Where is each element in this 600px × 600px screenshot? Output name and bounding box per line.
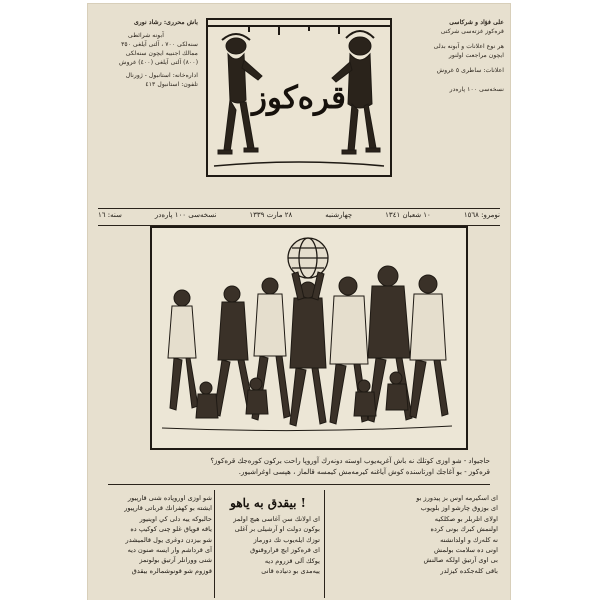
top-rule bbox=[98, 208, 500, 209]
left-header-column bbox=[94, 18, 198, 89]
column-divider bbox=[214, 490, 215, 598]
column-divider bbox=[324, 490, 325, 598]
issue-info-row bbox=[98, 211, 500, 224]
poem-line: اى اسكيرمه اوس بز پيدورز بو bbox=[416, 494, 498, 502]
publisher-line: قره‌كوز غزته‌سى شركتى bbox=[440, 28, 504, 35]
poem-line: شو اوزى اوروپاده شنى قارپيور bbox=[127, 494, 212, 502]
cartoon-caption-line: حاجيواد - شو اوزى كوتلك نه باش آغريه‌يوب اوسته دونه‌رك آوروپا راحت بركون كوره‌جك قره‌كوز؟ bbox=[210, 457, 490, 465]
poem-line: شنى وورانلر آرتيق بولونمز bbox=[139, 556, 212, 565]
poem-line: بوكون دولت او آرشيلى بر آغلى bbox=[234, 525, 320, 534]
poem-title: بيقدق به ياهو ! bbox=[230, 496, 306, 510]
poem-line: اى اولانك سن آغاسى هيچ اولمز bbox=[233, 515, 320, 523]
phone-line: تلفون: استانبول ٤١٣ bbox=[145, 81, 198, 88]
poem-line: اى قره‌كوز ايچ قراروقنوق bbox=[250, 546, 320, 555]
subscription-line: سنه‌لكى ٧٠٠ ، آلتى آيلغى ٣٥٠ bbox=[121, 41, 198, 48]
notice-line: هر نوع اعلانات و آبونه بدلى bbox=[433, 43, 504, 50]
ads-line: اعلانات: ساطرى ٥ غروش bbox=[436, 67, 504, 74]
weekday: چهارشنبه bbox=[325, 211, 353, 219]
middle-poem-column bbox=[216, 514, 320, 576]
poem-line: حالبوكه ييه دلى كي اوينيور bbox=[139, 514, 212, 523]
newspaper-title: قره‌کوز bbox=[252, 80, 346, 116]
poem-line: قوزوم شو قونوشمالره بيقدق bbox=[131, 566, 212, 575]
cartoon-caption-line: قره‌كوز - بو آغاجك اورتاسنده كوش آياغنه كيرمه‌مش كيمسه قالماز ، هپسى اوغراشيور. bbox=[238, 468, 490, 476]
poem-line: نه كله‌رك و اولدانشنه bbox=[440, 535, 498, 544]
subscription-line: (٨٠٠) آلتى آيلغى (٤٠٠) غروش bbox=[119, 59, 198, 66]
publisher-line: على فؤاد و شركاسى bbox=[449, 19, 504, 26]
poem-line: ييه‌مدى بو دنياده قانى bbox=[261, 567, 320, 576]
poem-line: شو بيزدن دوغرى يول قالميشدر bbox=[125, 535, 212, 544]
poem-line: باقى كله‌جكده كيزلدر bbox=[440, 566, 498, 575]
globe-icon bbox=[288, 238, 328, 278]
office-line: اداره‌خانه: استانبول - ژورنال bbox=[125, 72, 198, 79]
poem-line: اونى ده سلامت بولمش bbox=[434, 546, 498, 555]
hijri-date: ١٠ شعبان ١٣٤١ bbox=[385, 211, 431, 219]
right-header-column bbox=[400, 18, 504, 94]
subscription-title: آبونه شرائطى bbox=[128, 32, 164, 39]
poem-line: اولنمش كبرك بونى كرده bbox=[430, 525, 498, 534]
right-poem-column bbox=[328, 493, 498, 576]
poem-line: بى اوى آرتيق اولكه صالنش bbox=[423, 556, 498, 565]
poem-line: اى بوزوق چارشو اوز بلويوب bbox=[420, 504, 498, 513]
subscription-line: ممالك اجنبيه ايچون سنه‌لكى bbox=[125, 50, 198, 57]
price-line: نسخه‌سى ١٠٠ پاره‌در bbox=[449, 86, 504, 93]
masthead-frame bbox=[206, 18, 392, 177]
political-cartoon bbox=[150, 226, 468, 450]
volume-year: سنه: ١٦ bbox=[98, 211, 122, 219]
poem-line: توزك ايله‌يوب تك دورماز bbox=[253, 535, 320, 544]
poem-line: ايشته بو كهفرانك قرباتى قارپيور bbox=[124, 504, 212, 513]
center-poem-box bbox=[216, 490, 320, 600]
cartoon-illustration bbox=[152, 228, 462, 444]
notice-line: ايچون مراجعت اولنور bbox=[448, 52, 504, 59]
poem-line: ياقه قوپاق غلو چنى كوكيپ ده bbox=[130, 525, 212, 534]
gregorian-date: ٢٨ مارت ١٣٣٩ bbox=[249, 211, 293, 219]
section-divider bbox=[108, 484, 490, 485]
editor-line: باش محررى: رشاد نورى bbox=[133, 19, 198, 26]
poem-line: يوكك آلى قزروم ديه bbox=[264, 556, 320, 565]
issue-number: نومرو: ١٥٦٨ bbox=[463, 211, 500, 219]
newspaper-page bbox=[88, 4, 510, 600]
issue-price: نسخه‌سى ١٠٠ پاره‌در bbox=[154, 211, 217, 219]
poem-line: آى قرداشم وار ايسه صنون ديه bbox=[127, 546, 212, 555]
poem-line: اولاى اتلربلر بو صكلكيه bbox=[434, 514, 498, 523]
left-poem-column bbox=[100, 493, 212, 576]
